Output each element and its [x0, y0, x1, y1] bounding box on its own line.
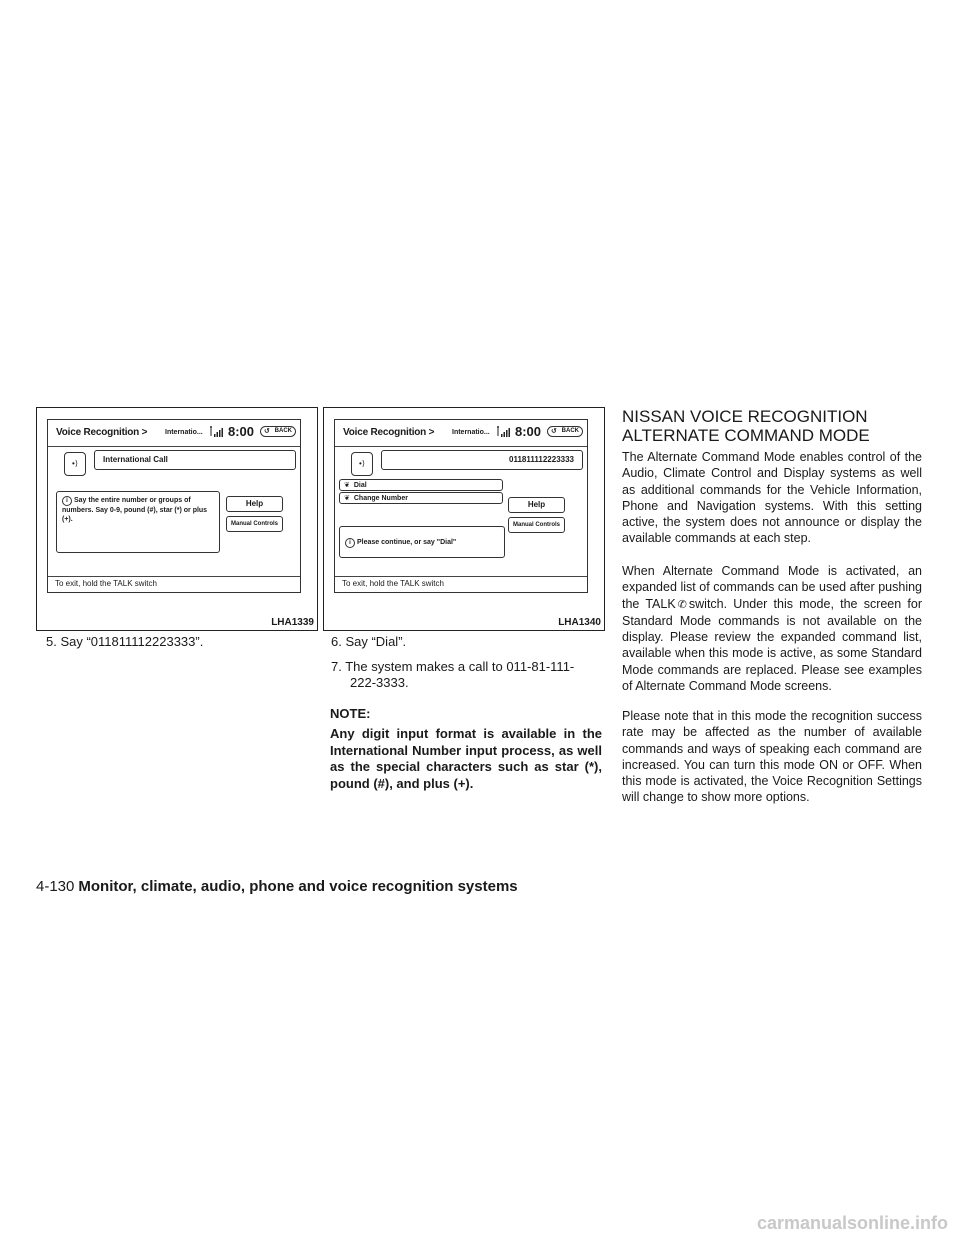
- screen-title: Voice Recognition >: [343, 427, 435, 438]
- figure-dial-number: [323, 407, 605, 631]
- voice-icon: •⟩: [351, 452, 373, 476]
- figure-international-call: [36, 407, 318, 631]
- speech-icon: ❦: [344, 482, 350, 489]
- note-body: Any digit input format is available in the International Number input process, as well as the special characters such as star (*), pound (#), and plus (+).: [330, 726, 602, 791]
- paragraph-2: [622, 563, 922, 694]
- paragraph-1: The Alternate Command Mode enables control of the Audio, Climate Control and Display systems as well as additional commands for the Vehicle Information, Phone and Navigation systems. With this setting active, the system does not announce or display the available commands at each step.: [622, 450, 922, 546]
- back-button[interactable]: [260, 426, 296, 437]
- manual-controls-button[interactable]: Manual Controls: [226, 516, 283, 532]
- screen-header: [335, 420, 587, 447]
- info-icon: i: [345, 538, 355, 548]
- signal-icon: [210, 426, 223, 437]
- manual-controls-button[interactable]: Manual Controls: [508, 517, 565, 533]
- list-item-label: Dial: [353, 482, 367, 489]
- screen: [47, 419, 301, 593]
- heading-line-1: NISSAN VOICE RECOGNITION: [622, 407, 868, 426]
- back-arrow-icon: ↺: [551, 428, 557, 435]
- section-heading: [622, 407, 922, 445]
- chapter-title: Monitor, climate, audio, phone and voice recognition systems: [78, 878, 518, 895]
- clock: 8:00: [515, 424, 542, 439]
- heading-line-2: ALTERNATE COMMAND MODE: [622, 426, 870, 445]
- screen-header: [48, 420, 300, 447]
- number-field: 011811112223333: [381, 450, 583, 470]
- figure-code: LHA1340: [558, 617, 601, 628]
- paragraph-2-end: switch. Under this mode, the screen for Standard Mode commands is not available on the display. Please review the expanded command list, available when this mode is active, as some Standard Mode commands are replaced. Please see examples of Alternate Command Mode screens.: [622, 596, 922, 694]
- page-number: 4-130: [36, 878, 75, 895]
- step-6: 6. Say “Dial”.: [331, 634, 407, 649]
- voice-icon: •⟩: [64, 452, 86, 476]
- list-item-dial[interactable]: [339, 479, 503, 491]
- watermark: carmanualsonline.info: [756, 1213, 948, 1233]
- screen: [334, 419, 588, 593]
- info-text: Please continue, or say "Dial": [357, 539, 457, 546]
- screen-footer: To exit, hold the TALK switch: [335, 576, 587, 592]
- info-box: [56, 491, 220, 553]
- help-button[interactable]: Help: [226, 496, 283, 512]
- info-text: Say the entire number or groups of numbers. Say 0-9, pound (#), star (*) or plus (+).: [62, 497, 208, 523]
- speech-icon: ❦: [344, 495, 350, 502]
- input-field: International Call: [94, 450, 296, 470]
- screen-title: Voice Recognition >: [56, 427, 148, 438]
- step-5: 5. Say “011811112223333”.: [46, 634, 204, 649]
- paragraph-2-start: When Alternate Command Mode is activated, an expanded list of commands can be used after pushing the TALK: [622, 564, 922, 611]
- help-button[interactable]: Help: [508, 497, 565, 513]
- back-label: BACK: [274, 428, 292, 434]
- back-label: BACK: [561, 428, 579, 434]
- clock: 8:00: [228, 424, 255, 439]
- signal-icon: [497, 426, 510, 437]
- screen-subtitle: Internatio...: [165, 429, 203, 436]
- screen-footer: To exit, hold the TALK switch: [48, 576, 300, 592]
- note-title: NOTE:: [330, 706, 371, 721]
- paragraph-3: Please note that in this mode the recognition success rate may be affected as the number of available commands and ways of speaking each command are increased. You can turn this mode ON or OFF. When this mode is activated, the Voice Recognition Settings will change to show more options.: [622, 709, 922, 805]
- talk-switch-icon: ✆: [677, 598, 687, 611]
- info-box: [339, 526, 505, 558]
- step-7-line1: 7. The system makes a call to 011-81-111-: [331, 659, 575, 674]
- info-icon: i: [62, 496, 72, 506]
- figure-code: LHA1339: [271, 617, 314, 628]
- screen-subtitle: Internatio...: [452, 429, 490, 436]
- back-button[interactable]: [547, 426, 583, 437]
- back-arrow-icon: ↺: [264, 428, 270, 435]
- page-footer: [36, 878, 518, 895]
- list-item-change-number[interactable]: [339, 492, 503, 504]
- step-7-line2: 222-3333.: [350, 675, 409, 690]
- list-item-label: Change Number: [353, 495, 408, 502]
